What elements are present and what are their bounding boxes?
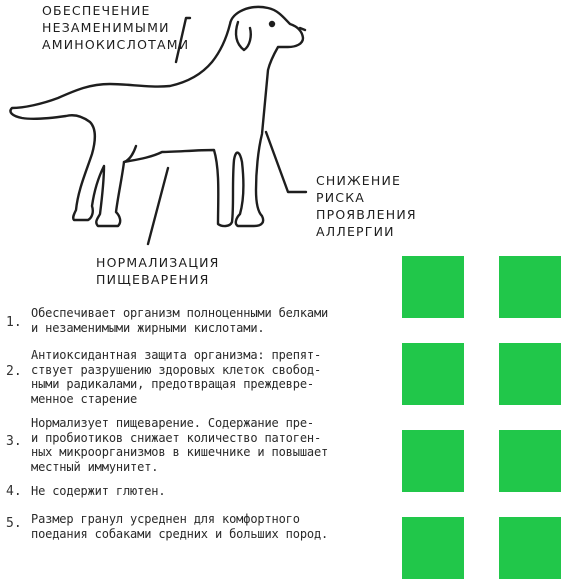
label-allergy-line: АЛЛЕРГИИ	[316, 224, 395, 239]
feature-line: и незаменимыми жирными кислотами.	[31, 320, 265, 335]
feature-line: менное старение	[31, 391, 138, 406]
label-digestion-line: НОРМАЛИЗАЦИЯ	[96, 255, 220, 270]
feature-line: поедания собаками средних и больших пород.	[31, 526, 329, 541]
feature-line: и пробиотиков снижает количество патоген-	[31, 430, 322, 445]
green-square	[402, 430, 464, 492]
feature-number: 2.	[6, 364, 22, 379]
feature-line: ствует разрушению здоровых клеток свобод-	[31, 362, 322, 377]
feature-line: Нормализует пищеварение. Содержание пре-	[31, 416, 314, 430]
feature-text	[31, 512, 403, 541]
green-square	[499, 343, 561, 405]
green-square	[499, 256, 561, 318]
feature-line: ными радикалами, предотвращая преждевре-	[31, 377, 314, 392]
label-amino-line: АМИНОКИСЛОТАМИ	[42, 37, 190, 52]
feature-text	[31, 416, 403, 474]
green-square	[402, 256, 464, 318]
feature-line: местный иммунитет.	[31, 459, 159, 474]
feature-line: Обеспечивает организм полноценными белками	[31, 306, 329, 320]
feature-line: Не содержит глютен.	[31, 484, 166, 498]
feature-text	[31, 348, 403, 406]
green-square	[402, 343, 464, 405]
feature-number: 1.	[6, 315, 22, 330]
label-allergy	[316, 172, 417, 240]
label-amino-line: НЕЗАМЕНИМЫМИ	[42, 20, 170, 35]
label-allergy-line: СНИЖЕНИЕ	[316, 173, 402, 188]
feature-text	[31, 484, 403, 499]
feature-number: 3.	[6, 434, 22, 449]
label-digestion	[96, 254, 220, 288]
green-square	[499, 517, 561, 579]
feature-text	[31, 306, 403, 335]
green-square	[499, 430, 561, 492]
feature-number: 5.	[6, 516, 22, 531]
label-allergy-line: ПРОЯВЛЕНИЯ	[316, 207, 417, 222]
label-digestion-line: ПИЩЕВАРЕНИЯ	[96, 272, 210, 287]
green-square	[402, 517, 464, 579]
label-allergy-line: РИСКА	[316, 190, 366, 205]
label-amino-acids	[42, 2, 189, 53]
feature-number: 4.	[6, 484, 22, 499]
feature-line: ных микроорганизмов в кишечнике и повышает	[31, 445, 329, 460]
label-amino-line: ОБЕСПЕЧЕНИЕ	[42, 3, 151, 18]
feature-line: Антиоксидантная защита организма: препят-	[31, 348, 322, 362]
feature-line: Размер гранул усреднен для комфортного	[31, 512, 300, 526]
